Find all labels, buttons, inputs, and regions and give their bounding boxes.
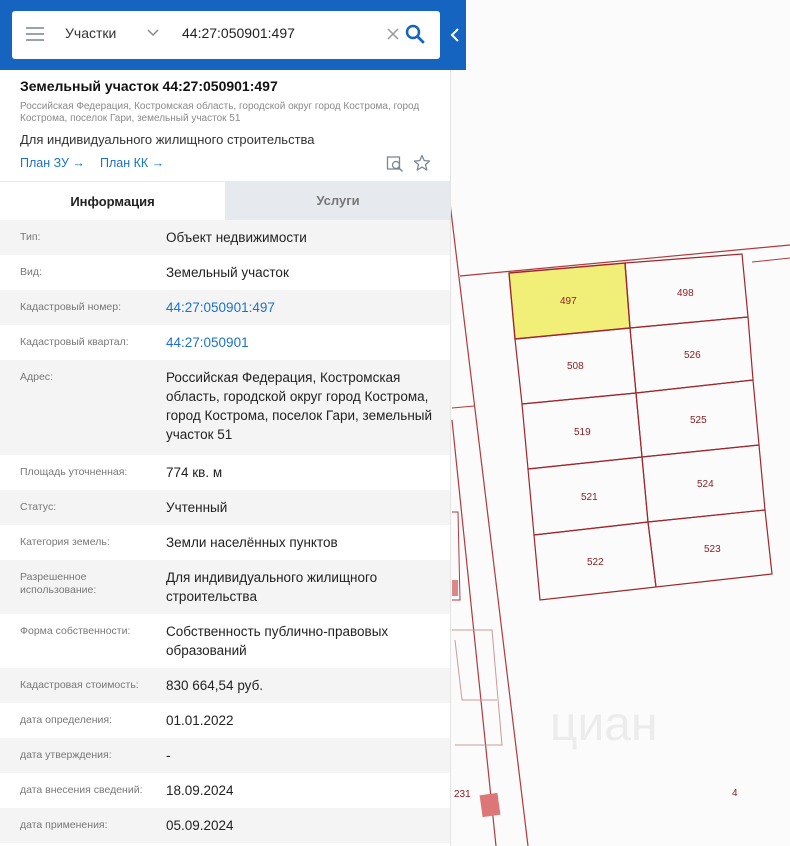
property-row-area	[0, 455, 451, 490]
show-on-map-icon[interactable]	[386, 155, 404, 173]
property-label: Категория земель:	[20, 536, 110, 548]
property-row-date-entered	[0, 773, 451, 808]
properties-list	[0, 220, 451, 843]
property-label: Вид:	[20, 266, 42, 278]
building-shape	[452, 580, 458, 596]
property-value: 18.09.2024	[166, 783, 234, 798]
parcel-label: 498	[677, 288, 694, 299]
property-row-cadastral-value	[0, 668, 451, 703]
property-row-ownership	[0, 614, 451, 668]
property-value: 05.09.2024	[166, 818, 234, 833]
parcel-label: 497	[560, 296, 577, 307]
property-value: Собственность публично-правовых образований	[166, 624, 389, 658]
property-value: Учтенный	[166, 500, 228, 515]
property-label: Кадастровая стоимость:	[20, 679, 139, 691]
parcel-label: 4	[732, 788, 738, 799]
object-purpose: Для индивидуального жилищного строительства	[20, 132, 315, 147]
property-row-date-applied	[0, 808, 451, 843]
property-label: Статус:	[20, 501, 57, 513]
layer-select[interactable]: Участки	[65, 25, 117, 41]
plan-kk-link[interactable]: План КК →	[100, 156, 165, 170]
property-value: 830 664,54 руб.	[166, 678, 264, 693]
property-value: 774 кв. м	[166, 465, 223, 480]
plan-zu-link[interactable]: План ЗУ →	[20, 156, 85, 170]
hamburger-menu-icon[interactable]	[26, 27, 44, 43]
property-value: -	[166, 748, 171, 763]
cadastral-number-link[interactable]: 44:27:050901:497	[166, 300, 275, 315]
property-label: Кадастровый квартал:	[20, 336, 129, 348]
collapse-panel-icon[interactable]	[448, 24, 462, 46]
favorite-star-icon[interactable]	[413, 154, 431, 172]
property-label: дата утверждения:	[20, 749, 112, 761]
parcel-label: 522	[587, 557, 604, 568]
object-title: Земельный участок 44:27:050901:497	[20, 78, 278, 94]
property-value: 01.01.2022	[166, 713, 234, 728]
search-bar	[0, 0, 466, 70]
property-row-type	[0, 220, 451, 255]
parcel-label: 526	[684, 350, 701, 361]
search-input[interactable]	[182, 25, 382, 41]
building-shape	[480, 793, 501, 817]
tab-services[interactable]: Услуги	[225, 181, 451, 220]
object-address: Российская Федерация, Костромская область, городской округ город Кострома, город Кострома, поселок Гари, земельный участок 51	[20, 101, 420, 124]
property-value: Для индивидуального жилищного строительства	[166, 570, 378, 604]
parcel-label: 519	[574, 427, 591, 438]
property-label: дата внесения сведений:	[20, 784, 143, 796]
cadastral-quarter-link[interactable]: 44:27:050901	[166, 335, 249, 350]
property-value: Объект недвижимости	[166, 230, 307, 245]
property-value: Российская Федерация, Костромская область, городской округ город Кострома, город Кострома, поселок Гари, земельный участок 51	[166, 370, 433, 442]
info-panel	[0, 70, 451, 846]
property-label: дата определения:	[20, 714, 113, 726]
clear-icon[interactable]	[384, 25, 402, 43]
property-row-category	[0, 525, 451, 560]
search-icon[interactable]	[404, 23, 426, 45]
property-label: Тип:	[20, 231, 41, 243]
parcel-label: 525	[690, 415, 707, 426]
road-boundary-line	[452, 420, 496, 846]
map-watermark: циан	[550, 698, 658, 751]
tab-bar	[0, 181, 451, 220]
property-row-date-approved	[0, 738, 451, 773]
property-label: дата применения:	[20, 819, 108, 831]
property-row-permitted-use	[0, 560, 451, 614]
property-label: Форма собственности:	[20, 625, 131, 637]
search-box	[12, 11, 440, 59]
parcel-label: 508	[567, 361, 584, 372]
parcel-label: 524	[697, 479, 714, 490]
property-row-address	[0, 360, 451, 455]
parcel-label: 231	[454, 789, 471, 800]
property-row-cadastral-quarter	[0, 325, 451, 360]
chevron-down-icon[interactable]	[146, 25, 160, 39]
property-value: Земельный участок	[166, 265, 289, 280]
property-row-cadastral-number	[0, 290, 451, 325]
property-label: Разрешенное использование:	[20, 571, 97, 596]
property-row-kind	[0, 255, 451, 290]
road-boundary-line	[752, 258, 790, 262]
road-boundary-line	[452, 406, 474, 408]
property-row-date-determined	[0, 703, 451, 738]
parcel-boundary	[452, 630, 502, 745]
tab-information[interactable]: Информация	[0, 181, 225, 220]
property-label: Площадь уточненная:	[20, 466, 128, 478]
property-row-status	[0, 490, 451, 525]
property-label: Кадастровый номер:	[20, 301, 122, 313]
parcel-label: 521	[581, 492, 598, 503]
parcel-label: 523	[704, 544, 721, 555]
property-value: Земли населённых пунктов	[166, 535, 338, 550]
property-label: Адрес:	[20, 371, 53, 383]
